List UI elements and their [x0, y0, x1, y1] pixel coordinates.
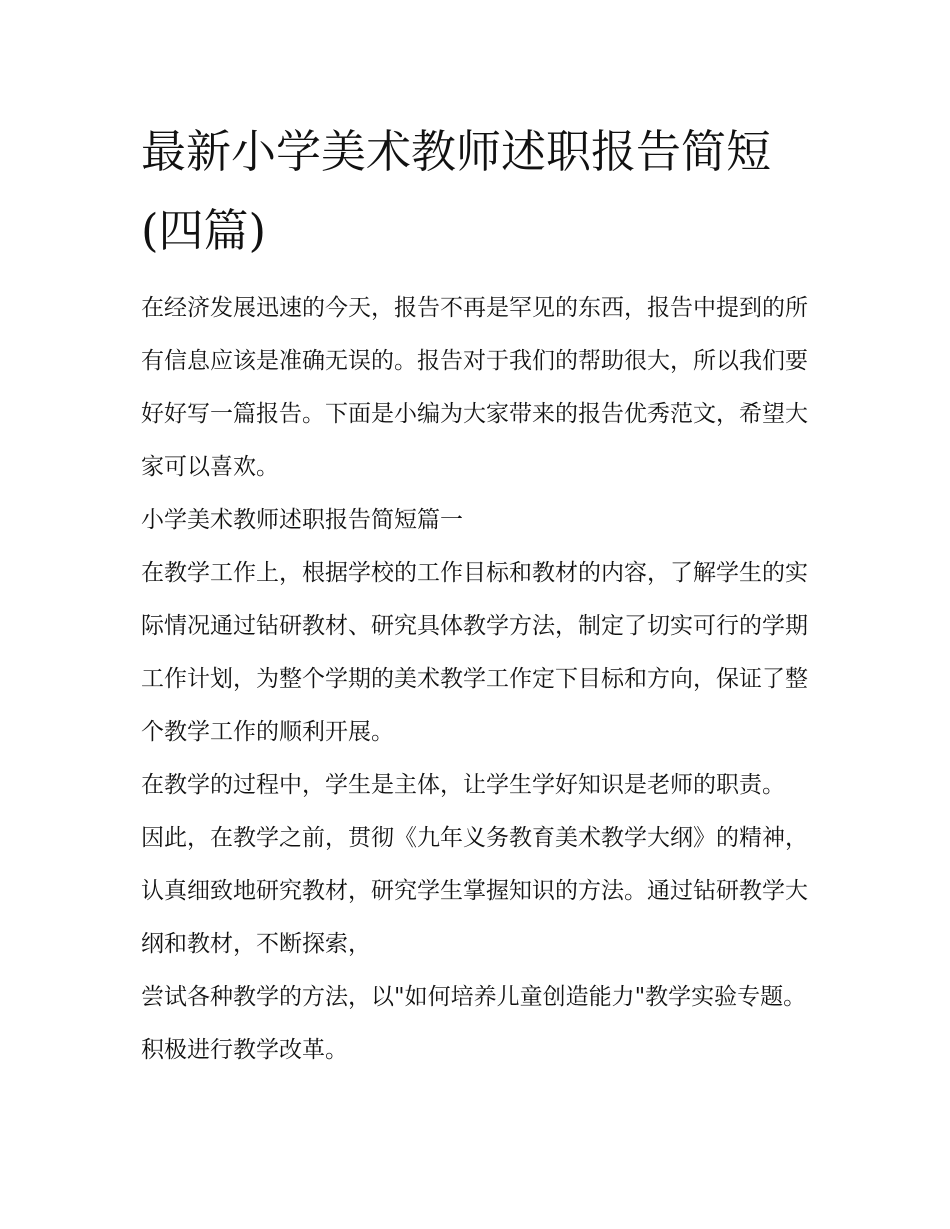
body-paragraph: 尝试各种教学的方法，以"如何培养儿童创造能力"教学实验专题。积极进行教学改革。 [141, 984, 807, 1063]
body-paragraph: 在教学的过程中，学生是主体，让学生学好知识是老师的职责。 [141, 772, 785, 798]
body-paragraph: 在教学工作上，根据学校的工作目标和教材的内容，了解学生的实际情况通过钻研教材、研究具体教学方法，制定了切实可行的学期工作计划，为整个学期的美术教学工作定下目标和方向，保证了整个教学工作的顺利开展。 [141, 560, 808, 745]
section-heading: 小学美术教师述职报告简短篇一 [141, 507, 463, 533]
document-title: 最新小学美术教师述职报告简短(四篇) [141, 125, 772, 257]
document-content [141, 112, 813, 1077]
body-paragraph: 因此，在教学之前，贯彻《九年义务教育美术教学大纲》的精神，认真细致地研究教材，研究学生掌握知识的方法。通过钻研教学大纲和教材，不断探索， [141, 825, 808, 957]
intro-paragraph: 在经济发展迅速的今天，报告不再是罕见的东西，报告中提到的所有信息应该是准确无误的。报告对于我们的帮助很大，所以我们要好好写一篇报告。下面是小编为大家带来的报告优秀范文，希望大家可以喜欢。 [141, 295, 808, 480]
